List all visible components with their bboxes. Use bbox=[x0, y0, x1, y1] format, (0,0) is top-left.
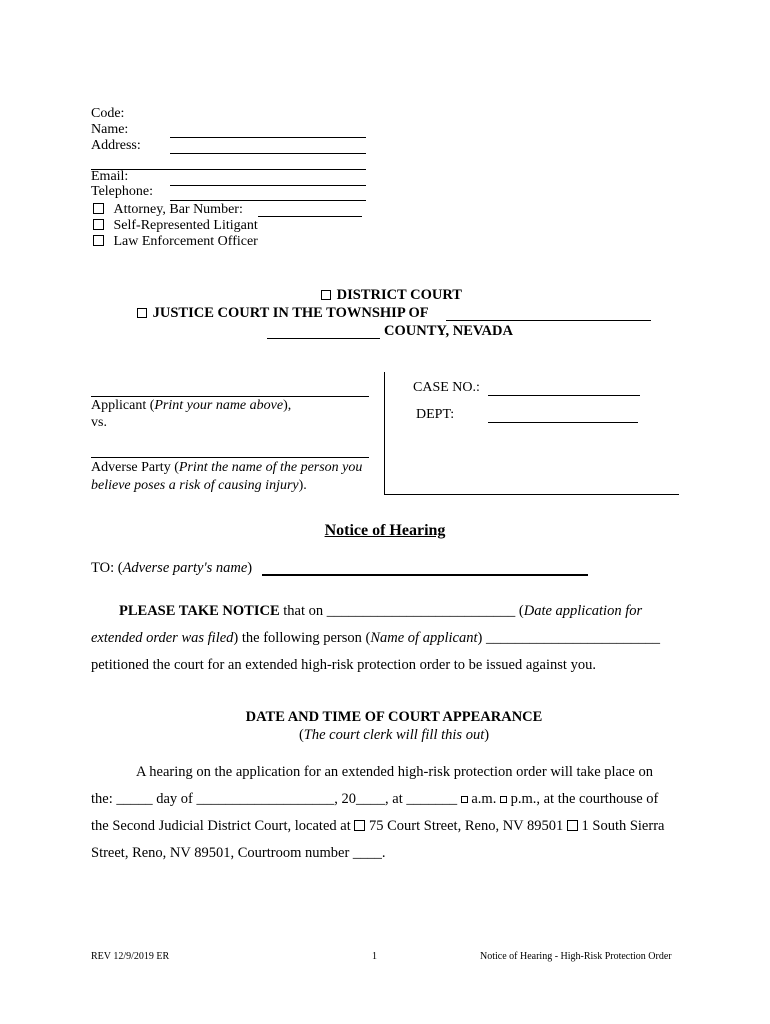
attorney-checkbox[interactable] bbox=[93, 203, 104, 214]
name-label: Name: bbox=[91, 122, 129, 137]
option-attorney bbox=[93, 202, 243, 218]
adverse-party-to-field[interactable] bbox=[262, 574, 588, 576]
hearing-line-4: Street, Reno, NV 89501, Courtroom number ____. bbox=[91, 845, 386, 861]
notice-line-1: PLEASE TAKE NOTICE that on __________________________ (Date application for bbox=[119, 603, 643, 619]
appearance-heading: DATE AND TIME OF COURT APPEARANCE bbox=[245, 709, 543, 725]
adverse-party-label-2: believe poses a risk of causing injury). bbox=[91, 478, 307, 493]
hearing-line-3: the Second Judicial District Court, located at 75 Court Street, Reno, NV 89501 1 South Sierra bbox=[91, 818, 665, 834]
justice-court-checkbox[interactable] bbox=[137, 308, 147, 318]
caption-bottom-rule bbox=[384, 494, 679, 495]
location-1-south-sierra-checkbox[interactable] bbox=[567, 820, 578, 831]
am-checkbox[interactable] bbox=[461, 796, 468, 803]
county-label: COUNTY, NEVADA bbox=[384, 323, 513, 339]
address-field-1[interactable] bbox=[170, 153, 366, 154]
caption-divider bbox=[384, 372, 385, 494]
to-line: TO: (Adverse party's name) bbox=[91, 560, 253, 576]
applicant-name-field[interactable] bbox=[91, 396, 369, 397]
address-label: Address: bbox=[91, 138, 141, 153]
justice-court-label: JUSTICE COURT IN THE TOWNSHIP OF bbox=[152, 305, 429, 321]
bar-number-field[interactable] bbox=[258, 216, 362, 217]
appearance-subheading: (The court clerk will fill this out) bbox=[298, 727, 490, 743]
address-field-2[interactable] bbox=[91, 169, 366, 170]
law-enforcement-label: Law Enforcement Officer bbox=[113, 234, 258, 249]
dept-field[interactable] bbox=[488, 422, 638, 423]
option-law-enforcement bbox=[93, 234, 258, 250]
notice-line-3: petitioned the court for an extended high-risk protection order to be issued against you. bbox=[91, 657, 596, 673]
self-represented-label: Self-Represented Litigant bbox=[113, 218, 258, 233]
name-field[interactable] bbox=[170, 137, 366, 138]
email-field[interactable] bbox=[170, 185, 366, 186]
self-represented-checkbox[interactable] bbox=[93, 219, 104, 230]
adverse-party-name-field[interactable] bbox=[91, 457, 369, 458]
law-enforcement-checkbox[interactable] bbox=[93, 235, 104, 246]
county-field[interactable] bbox=[267, 338, 380, 339]
dept-label: DEPT: bbox=[416, 407, 455, 422]
justice-court-option bbox=[137, 305, 429, 322]
case-no-label: CASE NO.: bbox=[413, 380, 480, 395]
vs-label: vs. bbox=[91, 415, 107, 430]
telephone-label: Telephone: bbox=[91, 184, 153, 199]
hearing-line-1: A hearing on the application for an extended high-risk protection order will take place on bbox=[136, 764, 653, 780]
attorney-label: Attorney, Bar Number: bbox=[113, 202, 243, 217]
telephone-field[interactable] bbox=[170, 200, 366, 201]
notice-line-2: extended order was filed) the following person (Name of applicant) ________________________ bbox=[91, 630, 660, 646]
code-label: Code: bbox=[91, 106, 125, 121]
adverse-party-label-1: Adverse Party (Print the name of the person you bbox=[91, 460, 363, 475]
footer-revision: REV 12/9/2019 ER bbox=[91, 951, 170, 962]
district-court-label: DISTRICT COURT bbox=[336, 287, 462, 303]
footer-document-title: Notice of Hearing - High-Risk Protection Order bbox=[480, 951, 672, 962]
footer-page-number: 1 bbox=[372, 951, 377, 962]
document-title: Notice of Hearing bbox=[324, 522, 446, 539]
case-no-field[interactable] bbox=[488, 395, 640, 396]
email-label: Email: bbox=[91, 169, 129, 184]
district-court-checkbox[interactable] bbox=[321, 290, 331, 300]
pm-checkbox[interactable] bbox=[500, 796, 507, 803]
location-75-court-checkbox[interactable] bbox=[354, 820, 365, 831]
hearing-line-2: the: _____ day of ___________________, 20____, at _______ a.m. p.m., at the courthouse of bbox=[91, 791, 659, 807]
township-field[interactable] bbox=[446, 320, 651, 321]
applicant-label: Applicant (Print your name above), bbox=[91, 398, 292, 413]
option-self-represented bbox=[93, 218, 258, 234]
district-court-option bbox=[321, 287, 462, 304]
